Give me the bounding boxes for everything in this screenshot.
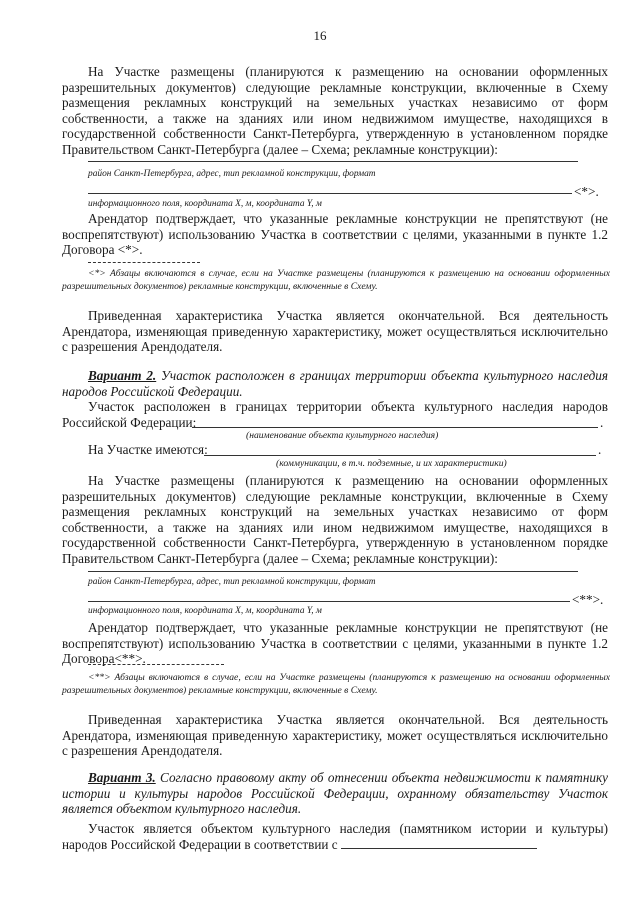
final-characteristic-paragraph: Приведенная характеристика Участка является окончательной. Вся деятельность Арендатора, изменяющая приведенную характеристику, может осуществляться исключительно с разрешения Арендодателя. bbox=[62, 712, 608, 759]
blank-line bbox=[88, 571, 578, 572]
heritage-object-text: Участок является объектом культурного наследия (памятником истории и культуры) народов Российской Федерации в соответствии с bbox=[62, 821, 608, 852]
variant-label: Вариант 2. bbox=[88, 368, 157, 383]
blank-line bbox=[88, 193, 572, 194]
heritage-territory-paragraph: Участок расположен в границах территории объекта культурного наследия народов Российской Федерации: bbox=[62, 399, 608, 430]
variant-heading bbox=[62, 770, 608, 817]
ad-structures-paragraph: На Участке размещены (планируются к размещению на основании оформленных разрешительных документов) следующие рекламные конструкции, включенные в Схему размещения рекламных конструкций на земельных участках независимо от форм собственности, а также на зданиях или ином недвижимом имуществе, находящихся в государственной собственности Санкт-Петербурга, утвержденную в установленном порядке Правительством Санкт-Петербурга (далее – Схема; рекламные конструкции): bbox=[62, 64, 608, 157]
field-hint: район Санкт-Петербурга, адрес, тип рекламной конструкции, формат bbox=[88, 169, 376, 179]
heritage-object-paragraph bbox=[62, 821, 608, 852]
ad-structures-paragraph: На Участке размещены (планируются к размещению на основании оформленных разрешительных документов) следующие рекламные конструкции, включенные в Схему размещения рекламных конструкций на земельных участках независимо от форм собственности, а также на зданиях или ином недвижимом имуществе, находящихся в государственной собственности Санкт-Петербурга, утвержденную в установленном порядке Правительством Санкт-Петербурга (далее – Схема; рекламные конструкции): bbox=[62, 473, 608, 566]
footnote: <**> Абзацы включаются в случае, если на Участке размещены (планируются к размещению на основании оформленных разрешительных документов) рекламные конструкции, включенные в Схему. bbox=[62, 672, 610, 696]
footnote-separator bbox=[88, 664, 224, 665]
footnote: <*> Абзацы включаются в случае, если на Участке размещены (планируются к размещению на основании оформленных разрешительных документов) рекламные конструкции, включенные в Схему. bbox=[62, 268, 610, 292]
variant-heading bbox=[62, 368, 608, 399]
field-caption: (коммуникации, в т.ч. подземные, и их характеристики) bbox=[276, 458, 507, 469]
blank-line bbox=[341, 837, 537, 849]
blank-line bbox=[88, 601, 570, 602]
footnote-marker: <*>. bbox=[574, 184, 599, 199]
blank-line bbox=[192, 427, 598, 428]
field-hint: информационного поля, координата X, м, координата Y, м bbox=[88, 199, 322, 209]
document-page: 16 На Участке размещены (планируются к размещению на основании оформленных разрешительных документов) следующие рекламные конструкции, включенные в Схему размещения рекламных конструкций на земельных участках независимо от форм собственности, а также на зданиях или ином недвижимом имуществе, находящихся в государственной собственности Санкт-Петербурга, утвержденную в установленном порядке Правительством Санкт-Петербурга (далее – Схема; рекламные конструкции): район Санкт-Петербурга, адрес, тип рекламной конструкции, формат <*>. информационного поля, координата X, м, координата Y, м Арендатор подтверждает, что указанные рекламные конструкции не препятствуют (не воспрепятствуют) использованию Участка в соответствии с целями, указанными в пункте 1.2 Договора <*>. <*> Абзацы включаются в случае, если на Участке размещены (планируются к размещению на основании оформленных разрешительных документов) рекламные конструкции, включенные в Схему. Приведенная характеристика Участка является окончательной. Вся деятельность Арендатора, изменяющая приведенную характеристику, может осуществляться исключительно с разрешения Арендодателя. Вариант 2. Участок расположен в границах территории объекта культурного наследия народов Российской Федерации. Участок расположен в границах территории объекта культурного наследия народов Российской Федерации: . (наименование объекта культурного наследия) На Участке имеются: . (коммуникации, в т.ч. подземные, и их характеристики) На Участке размещены (планируются к размещению на основании оформленных разрешительных документов) следующие рекламные конструкции, включенные в Схему размещения рекламных конструкций на земельных участках независимо от форм собственности, а также на зданиях или ином недвижимом имуществе, находящихся в государственной собственности Санкт-Петербурга, утвержденную в установленном порядке Правительством Санкт-Петербурга (далее – Схема; рекламные конструкции): район Санкт-Петербурга, адрес, тип рекламной конструкции, формат <**>. информационного поля, координата X, м, координата Y, м Арендатор подтверждает, что указанные рекламные конструкции не препятствуют (не воспрепятствуют) использованию Участка в соответствии с целями, указанными в пункте 1.2 Договора<**>. <**> Абзацы включаются в случае, если на Участке размещены (планируются к размещению на основании оформленных разрешительных документов) рекламные конструкции, включенные в Схему. Приведенная характеристика Участка является окончательной. Вся деятельность Арендатора, изменяющая приведенную характеристику, может осуществляться исключительно с разрешения Арендодателя. Вариант 3. Согласно правовому акту об отнесении объекта недвижимости к памятнику истории и культуры народов Российской Федерации, охранному обязательству Участок является объектом культурного наследия. Участок является объектом культурного наследия (памятником истории и культуры) народов Российской Федерации в соответствии с bbox=[0, 0, 640, 905]
blank-line bbox=[88, 161, 578, 162]
tenant-confirmation-paragraph: Арендатор подтверждает, что указанные рекламные конструкции не препятствуют (не воспрепятствуют) использованию Участка в соответствии с целями, указанными в пункте 1.2 Договора<**>. bbox=[62, 620, 608, 667]
field-hint: район Санкт-Петербурга, адрес, тип рекламной конструкции, формат bbox=[88, 577, 376, 587]
page-number: 16 bbox=[313, 28, 327, 43]
field-caption: (наименование объекта культурного наследия) bbox=[246, 430, 439, 441]
footnote-separator bbox=[88, 262, 200, 263]
variant-heading-text: Участок расположен в границах территории объекта культурного наследия народов Российской Федерации. bbox=[62, 368, 608, 399]
variant-heading-text: Согласно правовому акту об отнесении объекта недвижимости к памятнику истории и культуры народов Российской Федерации, охранному обязательству Участок является объектом культурного наследия. bbox=[62, 770, 608, 817]
tenant-confirmation-paragraph: Арендатор подтверждает, что указанные рекламные конструкции не препятствуют (не воспрепятствуют) использованию Участка в соответствии с целями, указанными в пункте 1.2 Договора <*>. bbox=[62, 211, 608, 258]
final-characteristic-paragraph: Приведенная характеристика Участка является окончательной. Вся деятельность Арендатора, изменяющая приведенную характеристику, может осуществляться исключительно с разрешения Арендодателя. bbox=[62, 308, 608, 355]
field-hint: информационного поля, координата X, м, координата Y, м bbox=[88, 606, 322, 616]
blank-line bbox=[204, 455, 596, 456]
variant-label: Вариант 3. bbox=[88, 770, 156, 785]
footnote-marker: <**>. bbox=[572, 592, 604, 607]
communications-label: На Участке имеются: bbox=[88, 442, 208, 457]
